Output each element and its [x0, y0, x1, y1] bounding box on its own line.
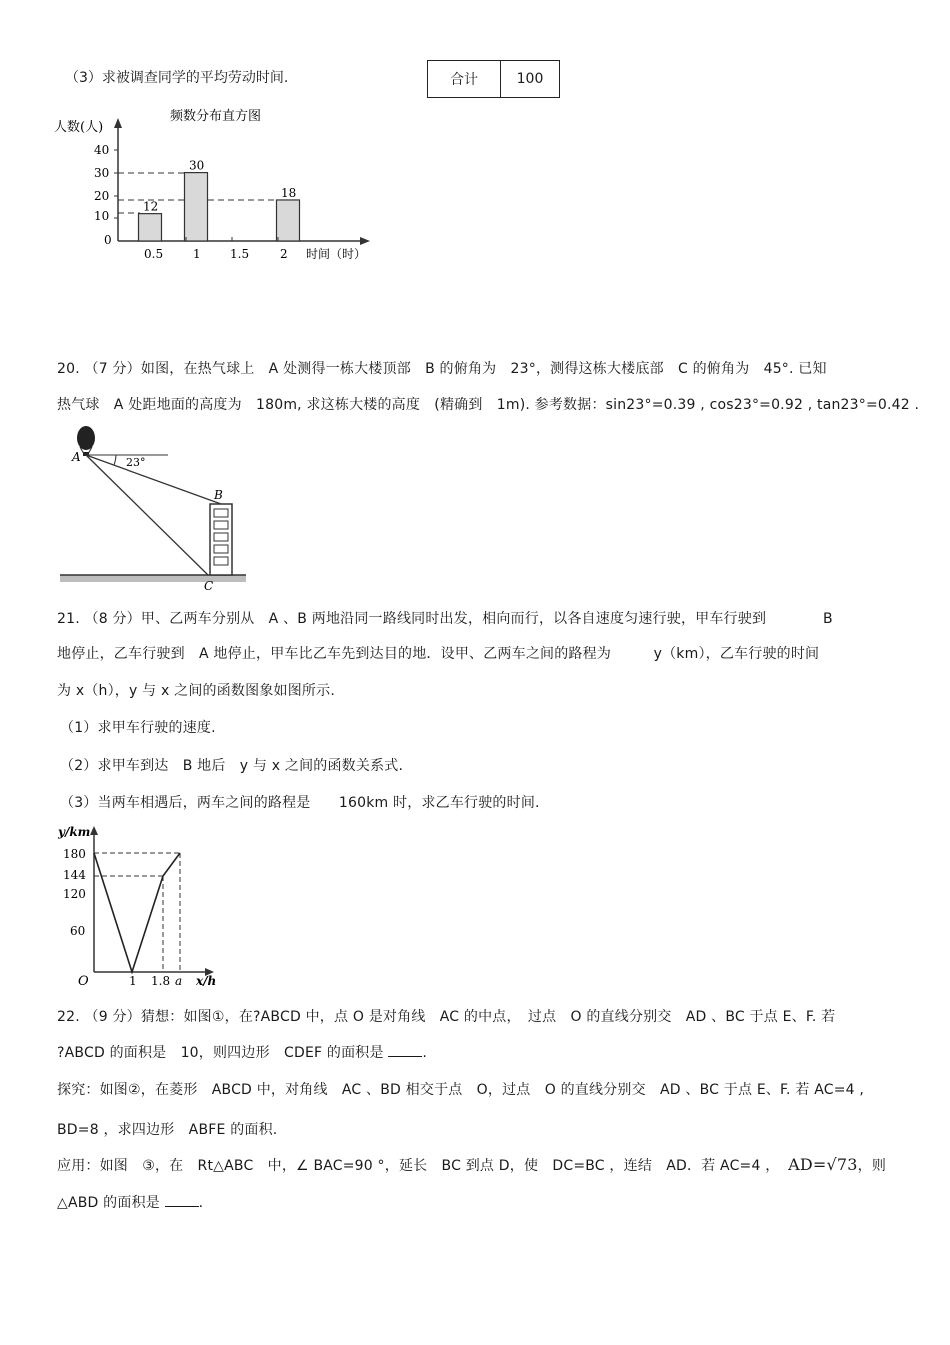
q22-line6-text: △ABD 的面积是 [57, 1195, 160, 1211]
xtick: 1 [193, 247, 201, 261]
point-c-label: C [204, 579, 214, 590]
graph-ytick: 120 [63, 887, 86, 901]
graph-xtick: a [175, 974, 183, 988]
histogram-bar [277, 200, 300, 241]
q20-line2: 热气球 A 处距地面的高度为 180m, 求这栋大楼的高度 (精确到 1m). 参考数据：sin23°=0.39 , cos23°=0.92 , tan23°=0.42 . [57, 397, 920, 413]
histogram-bar [185, 173, 208, 241]
bar-value-label: 30 [189, 158, 205, 173]
q19-part3: （3）求被调查同学的平均劳动时间. [65, 70, 289, 86]
q22-line2-end: . [422, 1045, 428, 1061]
q22-line5 [57, 1155, 886, 1175]
ytick: 30 [94, 166, 110, 180]
bar-value-label: 18 [281, 185, 297, 200]
angle-label: 23° [126, 456, 146, 469]
point-b-label: B [214, 488, 223, 502]
q21-line3: 为 x（h），y 与 x 之间的函数图象如图所示. [57, 683, 335, 699]
ytick: 20 [94, 189, 110, 203]
histogram-ylabel: 人数(人) [54, 120, 104, 135]
q21-part3: （3）当两车相遇后，两车之间的路程是 160km 时，求乙车行驶的时间. [60, 795, 540, 811]
answer-blank [165, 1194, 199, 1207]
answer-blank [388, 1044, 422, 1057]
graph-ytick: 60 [70, 924, 86, 938]
histogram-title: 频数分布直方图 [170, 109, 262, 124]
xtick: 1.5 [230, 247, 250, 261]
xtick: 0.5 [144, 247, 164, 261]
function-line [94, 853, 180, 972]
q22-line5-end: ，则 [857, 1158, 887, 1174]
q22-line4: BD=8 ，求四边形 ABFE 的面积. [57, 1122, 278, 1138]
q21-line2: 地停止，乙车行驶到 A 地停止，甲车比乙车先到达目的地．设甲、乙两车之间的路程为 y（km），乙车行驶的时间 [57, 646, 820, 662]
total-table [427, 60, 560, 98]
graph-ytick: 180 [63, 847, 86, 861]
building [210, 504, 232, 575]
point-a-label: A [72, 450, 81, 464]
q22-line5-text: 应用：如图 ③，在 Rt△ABC 中，∠ BAC=90 °，延长 BC 到点 D，使 DC=BC ，连结 AD．若 AC=4 ， [57, 1158, 780, 1174]
histogram-bar [139, 214, 162, 241]
total-label: 合计 [428, 61, 501, 97]
graph-xlabel: x/h [196, 974, 217, 988]
y-axis-arrow [114, 118, 122, 128]
x-axis-arrow [360, 237, 370, 245]
total-value: 100 [516, 71, 544, 87]
balloon-figure [58, 422, 250, 590]
sight-line-ab [86, 455, 221, 504]
q20-line1: 20. （7 分）如图，在热气球上 A 处测得一栋大楼顶部 B 的俯角为 23°，测得这栋大楼底部 C 的俯角为 45°. 已知 [57, 361, 827, 377]
graph-origin: O [78, 974, 89, 989]
q21-part2: （2）求甲车到达 B 地后 y 与 x 之间的函数关系式. [60, 758, 404, 774]
graph-ylabel: y/km [58, 825, 91, 839]
q21-part1: （1）求甲车行驶的速度. [60, 720, 216, 736]
ytick: 0 [104, 233, 112, 247]
histogram-xlabel: 时间（时） [306, 247, 367, 261]
bar-value-label: 12 [143, 199, 159, 214]
ytick: 10 [94, 209, 110, 223]
q22-line1: 22. （9 分）猜想：如图①，在?ABCD 中，点 O 是对角线 AC 的中点， 过点 O 的直线分别交 AD 、BC 于点 E、F. 若 [57, 1009, 836, 1025]
angle-arc [114, 455, 116, 465]
q22-line2 [57, 1042, 427, 1062]
ground [60, 575, 246, 582]
graph-xtick: 1 [129, 974, 137, 988]
xtick: 2 [280, 247, 288, 261]
frequency-histogram [50, 100, 380, 265]
sight-line-ac [86, 455, 208, 575]
distance-time-graph [52, 822, 224, 992]
balloon-icon [77, 426, 95, 450]
ytick: 40 [94, 143, 110, 157]
q21-line1: 21. （8 分）甲、乙两车分别从 A 、B 两地沿同一路线同时出发，相向而行，以各自速度匀速行驶，甲车行驶到 B [57, 611, 833, 627]
q22-line6 [57, 1192, 203, 1212]
q22-line3: 探究：如图②，在菱形 ABCD 中，对角线 AC 、BD 相交于点 O，过点 O 的直线分别交 AD 、BC 于点 E、F. 若 AC=4 , [57, 1082, 865, 1098]
q22-line6-end: . [198, 1195, 204, 1211]
graph-xtick: 1.8 [151, 974, 171, 988]
graph-ytick: 144 [63, 868, 86, 882]
ad-formula: AD=√73 [788, 1155, 858, 1174]
q22-line2-text: ?ABCD 的面积是 10，则四边形 CDEF 的面积是 [57, 1045, 384, 1061]
